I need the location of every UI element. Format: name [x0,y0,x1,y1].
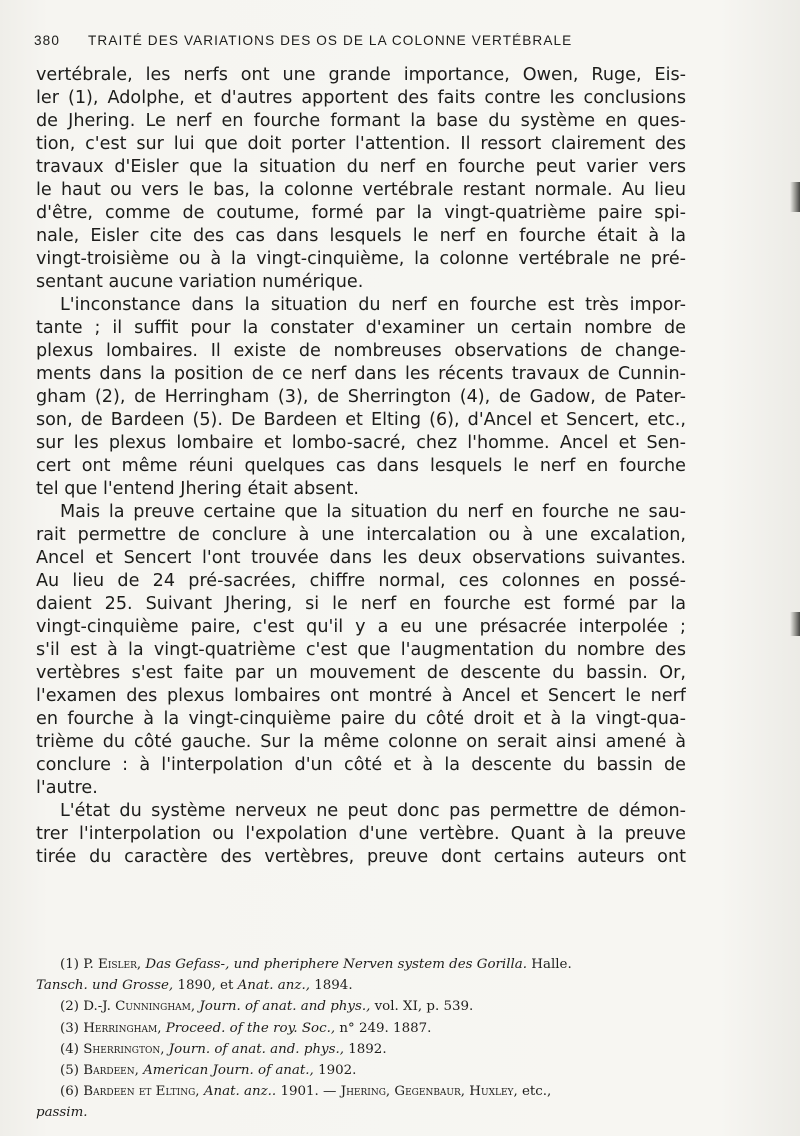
footnote-number: (2) [60,999,79,1015]
text-line: cert ont même réuni quelques cas dans lesquels le nerf en fourche [36,456,686,476]
text-line: en fourche à la vingt-cinquième paire du côté droit et à la vingt-qua- [36,709,686,729]
footnote-number: (1) [60,957,79,972]
footnote-author: Jhering, Gegenbaur, Huxley, [340,1084,518,1100]
footnote-author: P. Eisler, [83,957,142,972]
text-line: tante ; il suffit pour la constater d'examiner un certain nombre de [36,318,686,338]
text-line: l'autre. [36,778,98,798]
text-line: s'il est à la vingt-quatrième c'est que l'augmentation du nombre des [36,640,686,660]
footnote-1-continued [36,975,688,996]
footnote-number: (6) [60,1084,79,1100]
page-number: 380 [34,33,60,48]
footnote-2 [36,996,688,1017]
footnote-author: D.-J. Cunningham, [83,999,196,1015]
footnote-rest: 1902. [318,1062,357,1078]
footnote-rest: Halle. [531,957,572,972]
footnote-5 [36,1060,688,1081]
page-header [34,33,740,53]
paragraph [36,800,686,869]
footnote-author: Bardeen et Elting, [83,1084,200,1100]
text-line: vertébrale, les nerfs ont une grande importance, Owen, Ruge, Eis- [36,65,686,85]
footnote-rest: vol. XI, p. 539. [374,999,474,1015]
page-edge-shadow [790,612,800,636]
text-line: l'examen des plexus lombaires ont montré à Ancel et Sencert le nerf [36,686,686,706]
text-line: nale, Eisler cite des cas dans lesquels le nerf en fourche était à la [36,226,686,246]
page-edge-shadow [790,182,800,212]
footnote-number: (5) [60,1062,79,1078]
paragraph [36,64,686,294]
text-line: d'être, comme de coutume, formé par la vingt-quatrième paire spi- [36,203,686,223]
text-line: vingt-troisième ou à la vingt-cinquième, la colonne vertébrale ne pré- [36,249,686,269]
text-line: L'inconstance dans la situation du nerf en fourche est très impor- [60,295,686,315]
footnotes [36,954,688,1124]
footnote-title: Proceed. of the roy. Soc., [165,1020,336,1036]
text-line: Au lieu de 24 pré-sacrées, chiffre normal, ces colonnes en possé- [36,571,686,591]
text-line: trer l'interpolation ou l'expolation d'une vertèbre. Quant à la preuve [36,824,686,844]
paragraph [36,501,686,800]
footnote-title: Tansch. und Grosse, [36,978,174,994]
footnote-title: passim. [36,1105,88,1121]
footnote-title: Anat. anz.. [203,1084,277,1100]
footnote-title: Das Gefass-, und pheriphere Nerven system des Gorilla. [145,957,528,972]
footnote-rest: 1892. [348,1041,387,1057]
footnote-title: Journ. of anat. and phys., [199,999,371,1015]
footnote-title: American Journ. of anat., [143,1062,314,1078]
text-line: vertèbres s'est faite par un mouvement de descente du bassin. Or, [36,663,686,683]
body-text [36,64,686,869]
text-line: tel que l'entend Jhering était absent. [36,479,359,499]
text-line: de Jhering. Le nerf en fourche formant la base du système en ques- [36,111,686,131]
footnote-rest: n° 249. 1887. [339,1020,432,1036]
footnote-title: Journ. of anat. and. phys., [168,1041,344,1057]
text-line: gham (2), de Herringham (3), de Sherrington (4), de Gadow, de Pater- [36,387,686,407]
text-line: rait permettre de conclure à une intercalation ou à une excalation, [36,525,686,545]
text-line: Mais la preuve certaine que la situation du nerf en fourche ne sau- [60,502,686,522]
footnote-journal: Anat. anz., [237,978,310,994]
footnote-rest: etc., [521,1084,552,1100]
text-line: le haut ou vers le bas, la colonne vertébrale restant normale. Au lieu [36,180,686,200]
footnote-author: Herringham, [83,1020,162,1036]
footnote-3 [36,1018,688,1039]
footnote-rest: 1901. — [280,1084,337,1100]
footnote-rest: 1894. [314,978,353,994]
footnote-1 [36,954,688,975]
text-line: L'état du système nerveux ne peut donc pas permettre de démon- [60,801,686,821]
footnote-author: Bardeen, [83,1062,139,1078]
text-line: ler (1), Adolphe, et d'autres apportent des faits contre les conclusions [36,88,686,108]
paragraph [36,294,686,501]
footnote-number: (4) [60,1041,79,1057]
text-line: conclure : à l'interpolation d'un côté et à la descente du bassin de [36,755,686,775]
text-line: sur les plexus lombaire et lombo-sacré, chez l'homme. Ancel et Sen- [36,433,686,453]
text-line: travaux d'Eisler que la situation du nerf en fourche peut varier vers [36,157,686,177]
text-line: Ancel et Sencert l'ont trouvée dans les deux observations suivantes. [36,548,686,568]
footnote-author: Sherrington, [83,1041,165,1057]
text-line: trième du côté gauche. Sur la même colonne on serait ainsi amené à [36,732,686,752]
text-line: sentant aucune variation numérique. [36,272,364,292]
text-line: tion, c'est sur lui que doit porter l'attention. Il ressort clairement des [36,134,686,154]
running-title: TRAITÉ DES VARIATIONS DES OS DE LA COLONNE VERTÉBRALE [88,33,573,48]
text-line: tirée du caractère des vertèbres, preuve dont certains auteurs ont [36,847,686,867]
footnote-rest: 1890, et [177,978,234,994]
footnote-6 [36,1081,688,1102]
text-line: plexus lombaires. Il existe de nombreuses observations de change- [36,341,686,361]
text-line: daient 25. Suivant Jhering, si le nerf en fourche est formé par la [36,594,686,614]
text-line: ments dans la position de ce nerf dans les récents travaux de Cunnin- [36,364,686,384]
text-line: vingt-cinquième paire, c'est qu'il y a eu une présacrée interpolée ; [36,617,686,637]
text-line: son, de Bardeen (5). De Bardeen et Elting (6), d'Ancel et Sencert, etc., [36,410,686,430]
footnote-6-continued [36,1102,688,1123]
footnote-number: (3) [60,1020,79,1036]
footnote-4 [36,1039,688,1060]
